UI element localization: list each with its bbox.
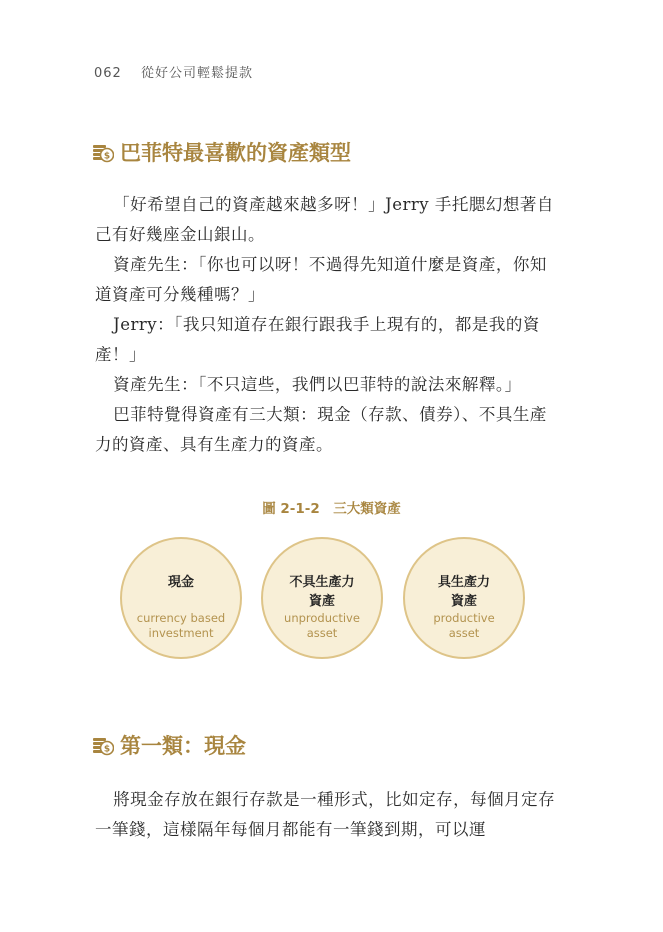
section-heading (92, 730, 246, 760)
running-head (94, 62, 253, 81)
paragraph: 巴菲特覺得資產有三大類：現金（存款、債券）、不具生產力的資產、具有生產力的資產。 (95, 405, 547, 454)
section-heading (92, 137, 351, 167)
paragraph: 「好希望自己的資產越來越多呀！」Jerry 手托腮幻想著自己有好幾座金山銀山。 (95, 195, 554, 244)
section-title: 第一類：現金 (120, 734, 246, 758)
asset-circle-currency (120, 537, 242, 659)
paragraph: Jerry：「我只知道存在銀行跟我手上現有的，都是我的資產！」 (95, 315, 540, 364)
paragraph: 資產先生：「不只這些，我們以巴菲特的說法來解釋。」 (113, 375, 522, 394)
paragraph: 資產先生：「你也可以呀！不過得先知道什麼是資產，你知道資產可分幾種嗎？」 (95, 255, 547, 304)
figure-caption: 圖 2-1-2 三大類資產 (262, 501, 401, 517)
circle-en-label: unproductive asset (284, 611, 360, 640)
coin-money-icon (92, 734, 114, 756)
circle-en-label: currency based investment (136, 611, 226, 640)
circle-zh-label: 不具生產力 資產 (289, 575, 355, 609)
asset-circle-productive (403, 537, 525, 659)
circle-zh-label: 現金 (167, 575, 194, 590)
coin-money-icon (92, 141, 114, 163)
circle-zh-label: 具生產力 資產 (437, 575, 490, 609)
section-title: 巴菲特最喜歡的資產類型 (120, 141, 351, 165)
circle-en-label: productive asset (433, 611, 495, 640)
asset-circle-unproductive (261, 537, 383, 659)
svg-text:$: $ (103, 744, 111, 755)
page-number: 062 (94, 66, 122, 81)
paragraph: 將現金存放在銀行存款是一種形式，比如定存，每個月定存一筆錢，這樣隔年每個月都能有一筆錢到期，可以運 (95, 790, 556, 839)
svg-text:$: $ (103, 151, 111, 162)
book-title: 從好公司輕鬆提款 (140, 66, 253, 81)
